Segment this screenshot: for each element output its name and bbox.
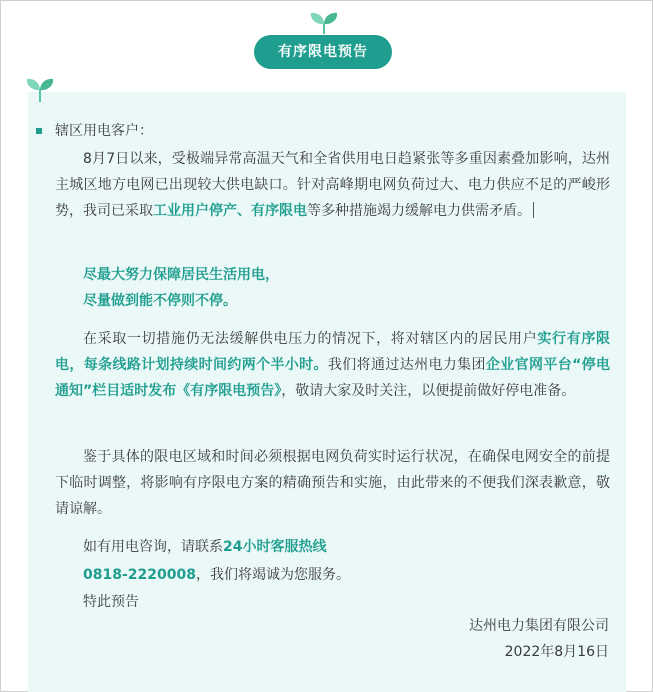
- addressee: 辖区用电客户：: [55, 123, 153, 139]
- paragraph-measures: 在采取一切措施仍无法缓解供电压力的情况下，将对辖区内的居民用户实行有序限电，每条线路计划持续时间约两个半小时。我们将通过达州电力集团企业官网平台“停电通知”栏目适时发布《有序限电预告》，敬请大家及时关注，以便提前做好停电准备。: [55, 331, 611, 399]
- highlight-industrial-stop: 工业用户停产: [153, 203, 237, 219]
- signature-company: 达州电力集团有限公司: [469, 618, 609, 634]
- hotline-label: 24小时客服热线: [223, 539, 327, 555]
- consult-line: 如有用电咨询，请联系24小时客服热线: [83, 539, 327, 555]
- paragraph-apology: 鉴于具体的限电区域和时间必须根据电网负荷实时运行状况，在确保电网安全的前提下临时调整，将影响有序限电方案的精确预告和实施，由此带来的不便我们深表歉意，敬请谅解。: [55, 449, 610, 517]
- notice-title: 有序限电预告: [254, 35, 392, 69]
- closing-line: 特此预告: [83, 594, 139, 610]
- highlight-publish-channel: 企业官网平台“停电通知”栏目适时发布《有序限电预告》: [55, 357, 611, 399]
- signature-date: 2022年8月16日: [504, 644, 609, 660]
- sprout-icon: [25, 77, 55, 103]
- slogan-line-1: 尽最大努力保障居民生活用电，: [83, 267, 279, 283]
- addressee-bullet: [36, 128, 42, 134]
- phone-line: 0818-2220008，我们将竭诚为您服务。: [83, 567, 350, 583]
- highlight-limit-schedule: 实行有序限电，每条线路计划持续时间约两个半小时。: [55, 331, 611, 373]
- slogan: [83, 262, 279, 314]
- sprout-icon: [308, 11, 340, 35]
- hotline-number: 0818-2220008: [83, 567, 196, 583]
- highlight-orderly-limit: 有序限电: [251, 203, 307, 219]
- slogan-line-2: 尽量做到能不停则不停。: [83, 293, 237, 309]
- text-cursor: [533, 202, 534, 218]
- paragraph-situation: 8月7日以来，受极端异常高温天气和全省供用电日趋紧张等多重因素叠加影响，达州主城区地方电网已出现较大供电缺口。针对高峰期电网负荷过大、电力供应不足的严峻形势，我司已采取工业用户停产、有序限电等多种措施竭力缓解电力供需矛盾。: [55, 151, 610, 219]
